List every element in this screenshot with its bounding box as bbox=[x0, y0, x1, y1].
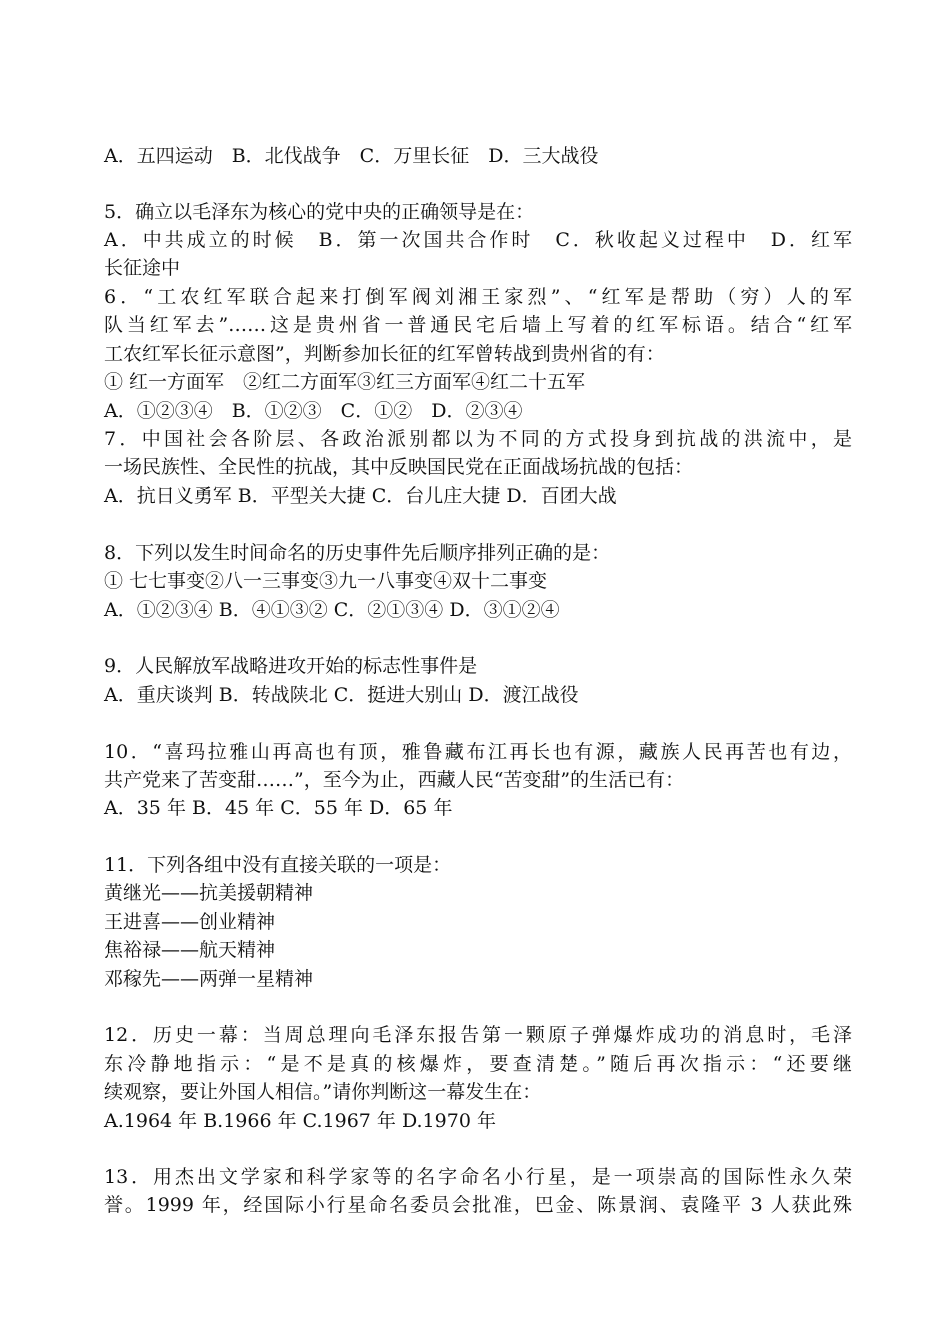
q11-stem: 11．下列各组中没有直接关联的一项是： bbox=[104, 854, 452, 876]
q11-item: 王进喜——创业精神 bbox=[104, 911, 276, 933]
q6-stem-cont: 队当红军去”……这是贵州省一普通民宅后墙上写着的红军标语。结合“红军 bbox=[104, 314, 852, 336]
q10-options: A．35 年 B．45 年 C．55 年 D．65 年 bbox=[104, 797, 453, 819]
q8-stem: 8．下列以发生时间命名的历史事件先后顺序排列正确的是： bbox=[104, 542, 611, 564]
q5-stem: 5．确立以毛泽东为核心的党中央的正确领导是在： bbox=[104, 201, 535, 223]
q7-stem: 7．中国社会各阶层、各政治派别都以为不同的方式投身到抗战的洪流中，是 bbox=[104, 428, 852, 450]
q11-item: 焦裕禄——航天精神 bbox=[104, 939, 276, 961]
q12-stem-cont: 续观察，要让外国人相信。”请你判断这一幕发生在： bbox=[104, 1081, 542, 1103]
q6-choices: ① 红一方面军 ②红二方面军③红三方面军④红二十五军 bbox=[104, 371, 586, 393]
q6-stem-cont: 工农红军长征示意图”，判断参加长征的红军曾转战到贵州省的有： bbox=[104, 343, 665, 365]
q4-options: A．五四运动 B．北伐战争 C．万里长征 D．三大战役 bbox=[104, 145, 599, 167]
q9-options: A．重庆谈判 B．转战陕北 C．挺进大别山 D．渡江战役 bbox=[104, 684, 579, 706]
q9-stem: 9．人民解放军战略进攻开始的标志性事件是 bbox=[104, 655, 478, 677]
q7-options: A．抗日义勇军 B．平型关大捷 C．台儿庄大捷 D．百团大战 bbox=[104, 485, 617, 507]
q7-stem-cont: 一场民族性、全民性的抗战，其中反映国民党在正面战场抗战的包括： bbox=[104, 456, 694, 478]
q13-stem-cont: 誉。1999 年，经国际小行星命名委员会批准，巴金、陈景润、袁隆平 3 人获此殊 bbox=[104, 1194, 852, 1216]
q5-options-cont: 长征途中 bbox=[104, 257, 181, 279]
q10-stem: 10．“喜玛拉雅山再高也有顶，雅鲁藏布江再长也有源，藏族人民再苦也有边， bbox=[104, 741, 852, 763]
q13-stem: 13．用杰出文学家和科学家等的名字命名小行星，是一项崇高的国际性永久荣 bbox=[104, 1166, 852, 1188]
q12-options: A.1964 年 B.1966 年 C.1967 年 D.1970 年 bbox=[104, 1110, 496, 1132]
q11-item: 黄继光——抗美援朝精神 bbox=[104, 882, 314, 904]
q11-item: 邓稼先——两弹一星精神 bbox=[104, 968, 314, 990]
q12-stem-cont: 东冷静地指示：“是不是真的核爆炸，要查清楚。”随后再次指示：“还要继 bbox=[104, 1053, 852, 1075]
q8-options: A．①②③④ B．④①③② C．②①③④ D．③①②④ bbox=[104, 599, 560, 621]
q10-stem-cont: 共产党来了苦变甜……”，至今为止，西藏人民“苦变甜”的生活已有： bbox=[104, 769, 685, 791]
q5-options: A．中共成立的时候 B．第一次国共合作时 C．秋收起义过程中 D．红军 bbox=[104, 229, 852, 251]
q12-stem: 12．历史一幕：当周总理向毛泽东报告第一颗原子弹爆炸成功的消息时，毛泽 bbox=[104, 1024, 852, 1046]
q8-choices: ① 七七事变②八一三事变③九一八事变④双十二事变 bbox=[104, 570, 548, 592]
q6-options: A．①②③④ B．①②③ C．①② D．②③④ bbox=[104, 400, 523, 422]
q6-stem: 6．“工农红军联合起来打倒军阀刘湘王家烈”、“红军是帮助（穷）人的军 bbox=[104, 286, 852, 308]
